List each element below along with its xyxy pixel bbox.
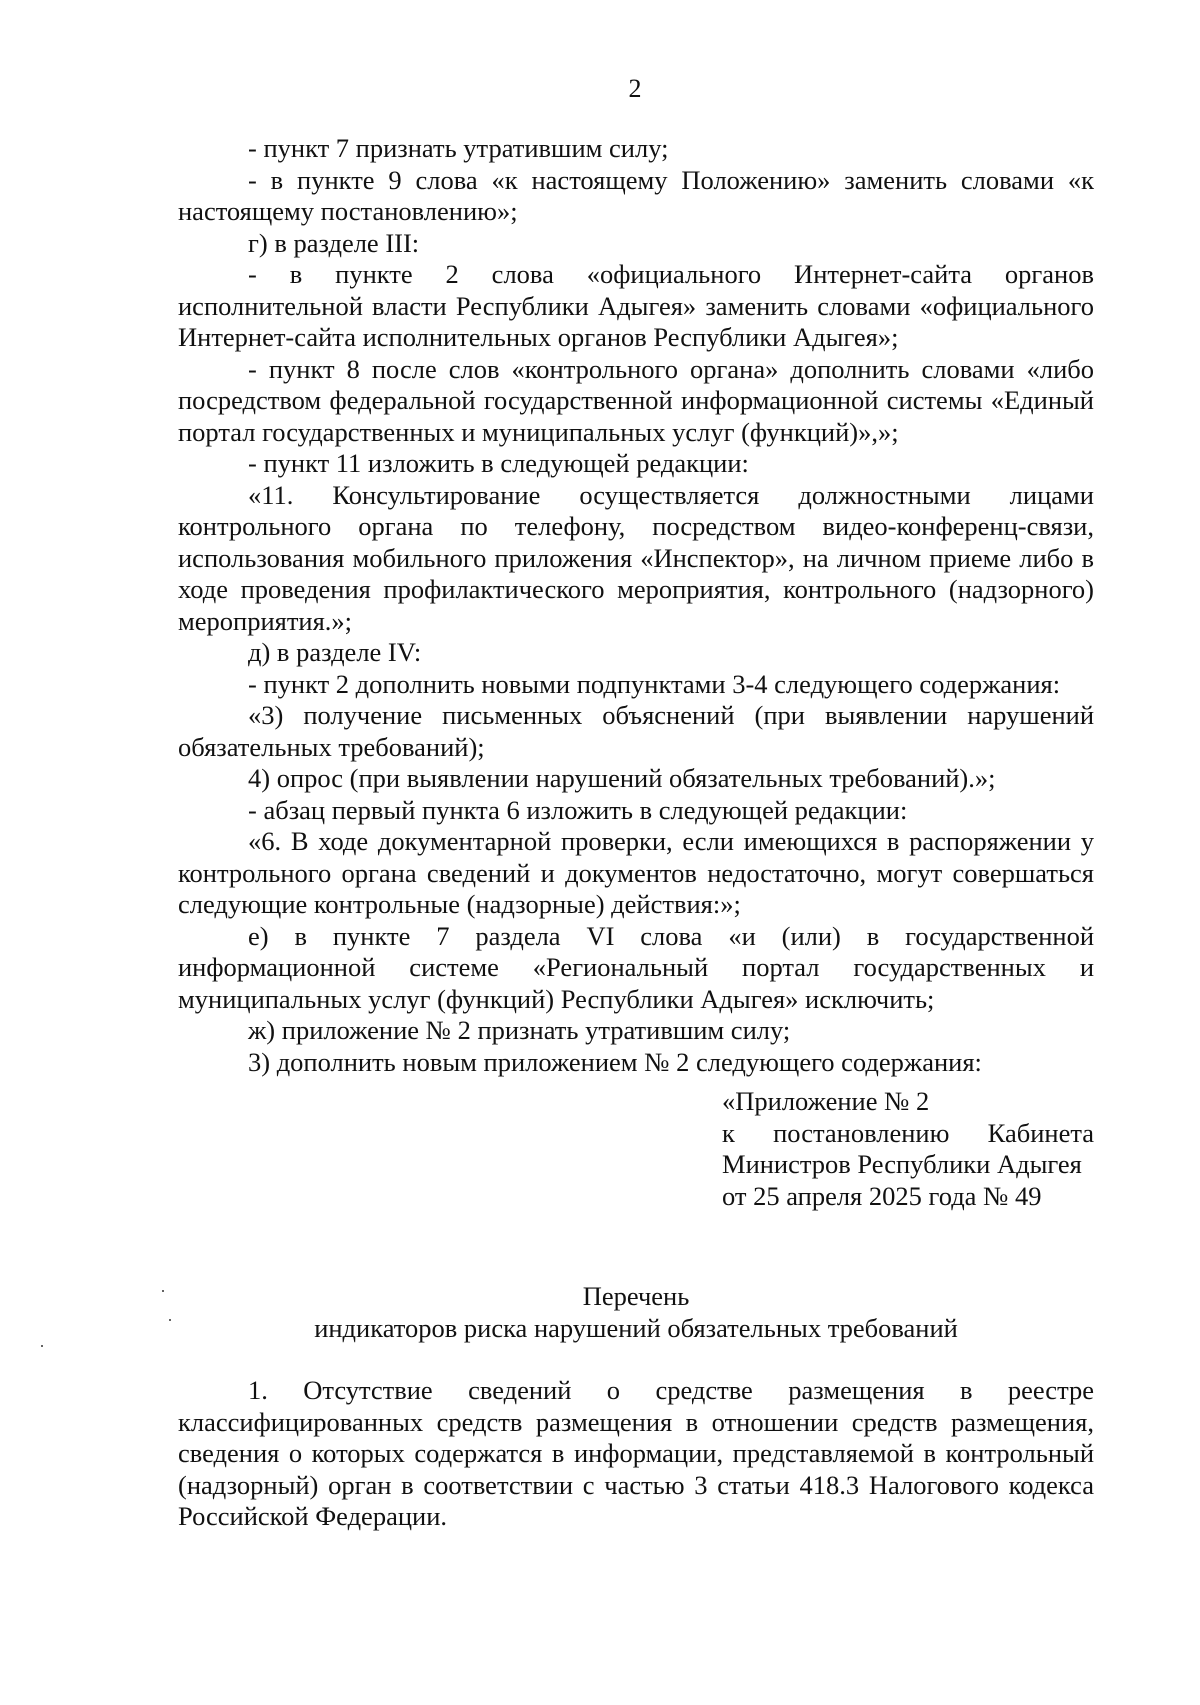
- paragraph: 4) опрос (при выявлении нарушений обязательных требований).»;: [248, 763, 996, 793]
- appendix-header: [722, 1086, 1094, 1212]
- paragraph: - пункт 11 изложить в следующей редакции:: [248, 448, 749, 478]
- paragraph: - пункт 7 признать утратившим силу;: [248, 133, 669, 163]
- appendix-line: от 25 апреля 2025 года № 49: [722, 1180, 1042, 1211]
- page-number: 2: [628, 74, 642, 103]
- indicator-list: [178, 1375, 1094, 1533]
- paragraph: ж) приложение № 2 признать утратившим силу;: [248, 1015, 791, 1045]
- paragraph: - в пункте 2 слова «официального Интернет-сайта органов исполнительной власти Республики Адыгея» заменить словами «официального Интернет-сайта исполнительных органов Республики Адыгея»;: [178, 259, 1094, 352]
- paragraph: - абзац первый пункта 6 изложить в следующей редакции:: [248, 794, 908, 825]
- list-title-line: Перечень: [582, 1281, 690, 1311]
- paragraph: - пункт 2 дополнить новыми подпунктами 3-4 следующего содержания:: [248, 668, 1061, 699]
- list-title-line: индикаторов риска нарушений обязательных требований: [314, 1313, 958, 1343]
- paragraph: 3) дополнить новым приложением № 2 следующего содержания:: [248, 1046, 982, 1077]
- paragraph: «6. В ходе документарной проверки, если имеющихся в распоряжении у контрольного органа сведений и документов недостаточно, могут совершаться следующие контрольные (надзорные) действия:»;: [178, 826, 1094, 919]
- paragraph: г) в разделе III:: [248, 227, 420, 258]
- appendix-line: к постановлению Кабинета: [722, 1117, 1094, 1148]
- scan-speck: [162, 1290, 164, 1292]
- scan-speck: [41, 1345, 43, 1347]
- list-title: [178, 1280, 1094, 1344]
- paragraph: - пункт 8 после слов «контрольного органа» дополнить словами «либо посредством федеральной государственной информационной системы «Единый портал государственных и муниципальных услуг (функций)»,»;: [178, 353, 1094, 447]
- list-item: 1. Отсутствие сведений о средстве размещения в реестре классифицированных средств размещения в отношении средств размещения, сведения о которых содержатся в информации, представляемой в контрольный (надзорный) орган в соответствии с частью 3 статьи 418.3 Налогового кодекса Российской Федерации.: [178, 1375, 1094, 1531]
- paragraph: «3) получение письменных объяснений (при выявлении нарушений обязательных требований);: [178, 700, 1094, 762]
- appendix-line: Министров Республики Адыгея: [722, 1149, 1082, 1179]
- paragraph: - в пункте 9 слова «к настоящему Положению» заменить словами «к настоящему постановлению»;: [178, 164, 1094, 226]
- scan-speck: [169, 1319, 171, 1321]
- appendix-line: «Приложение № 2: [722, 1086, 930, 1116]
- paragraph: д) в разделе IV:: [248, 637, 422, 667]
- paragraph: е) в пункте 7 раздела VI слова «и (или) в государственной информационной системе «Региональный портал государственных и муниципальных услуг (функций) Республики Адыгея» исключить;: [178, 920, 1094, 1014]
- paragraph: «11. Консультирование осуществляется должностными лицами контрольного органа по телефону, посредством видео-конференц-связи, использования мобильного приложения «Инспектор», на личном приеме либо в ходе проведения профилактического мероприятия, контрольного (надзорного) мероприятия.»;: [178, 479, 1094, 636]
- amendments-text: [178, 133, 1094, 1078]
